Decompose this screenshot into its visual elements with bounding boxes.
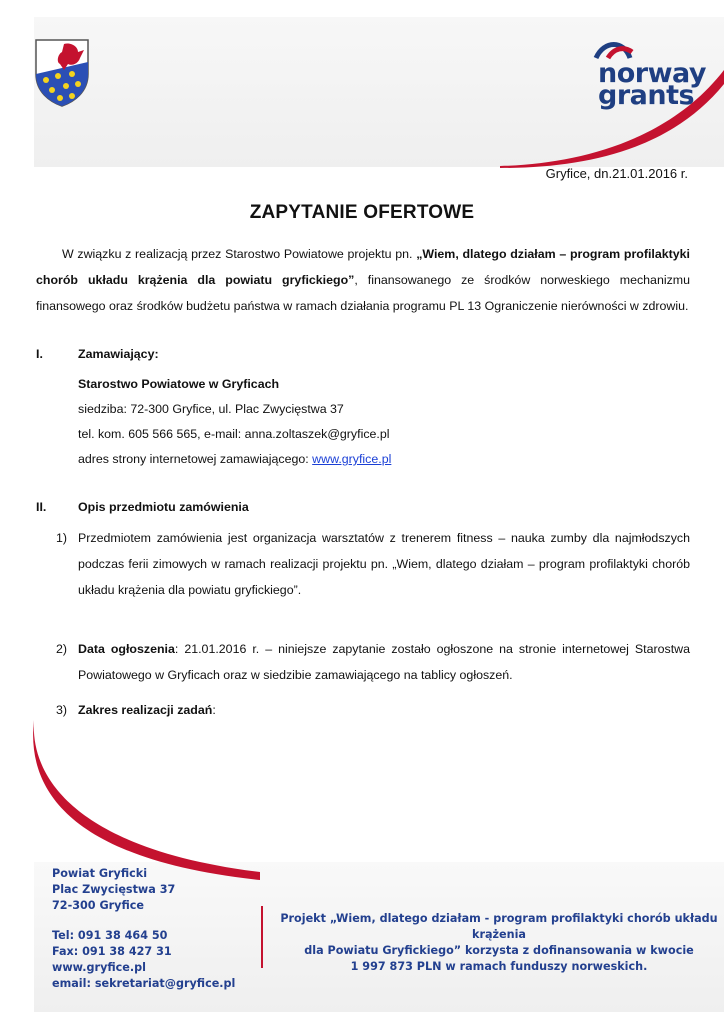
footer-email: email: sekretariat@gryfice.pl — [52, 977, 236, 990]
intro-project-name: „Wiem, dlatego działam – program profilaktyki chorób układu krążenia dla powiatu gryfickiego” — [36, 247, 690, 287]
footer-divider — [261, 906, 263, 968]
footer-fax: Fax: 091 38 427 31 — [52, 945, 172, 958]
item-2-text — [78, 636, 690, 688]
contracting-authority-name: Starostwo Powiatowe w Gryficach — [78, 377, 280, 391]
website-link[interactable]: www.gryfice.pl — [312, 452, 392, 466]
footer-address-line: Plac Zwycięstwa 37 — [52, 883, 176, 896]
item-3-number: 3) — [56, 703, 68, 717]
item-3-label: Zakres realizacji zadań — [78, 703, 213, 717]
item-3-content: : — [212, 703, 216, 717]
footer-project-line: dla Powiatu Gryfickiego” korzysta z dofinansowania w kwocie — [304, 944, 694, 957]
footer-address-line: Powiat Gryficki — [52, 867, 148, 880]
section-1-number: I. — [36, 347, 43, 361]
footer-swoosh — [0, 710, 260, 880]
footer-address-line: 72-300 Gryfice — [52, 899, 144, 912]
footer-project-line: 1 997 873 PLN w ramach funduszy norweskich. — [350, 960, 648, 973]
footer-address-block — [52, 866, 235, 992]
footer-website: www.gryfice.pl — [52, 961, 146, 974]
section-2-number: II. — [36, 500, 47, 514]
brand-line-1: norway — [598, 58, 707, 89]
coat-of-arms-icon — [34, 38, 90, 108]
section-1-title: Zamawiający: — [78, 347, 159, 361]
contracting-authority-contact: tel. kom. 605 566 565, e-mail: anna.zoltaszek@gryfice.pl — [78, 427, 390, 441]
intro-text-1: W związku z realizacją przez Starostwo Powiatowe projektu pn. — [62, 247, 417, 261]
section-2-title: Opis przedmiotu zamówienia — [78, 500, 249, 514]
item-2-label: Data ogłoszenia — [78, 642, 175, 656]
footer-project-note — [274, 911, 724, 975]
document-date: Gryfice, dn.21.01.2016 r. — [545, 166, 688, 181]
website-label: adres strony internetowej zamawiającego: — [78, 452, 313, 466]
item-2-number: 2) — [56, 642, 68, 656]
norway-grants-wordmark — [598, 58, 707, 111]
document-title: ZAPYTANIE OFERTOWE — [249, 202, 475, 223]
footer-project-line: Projekt „Wiem, dlatego działam - program profilaktyki chorób układu krążenia — [280, 912, 718, 941]
item-1-number: 1) — [56, 531, 68, 545]
item-2-content: : 21.01.2016 r. – niniejsze zapytanie zostało ogłoszone na stronie internetowej Starostwa Powiatowego w Gryficach oraz w siedzibie zamawiającego na tablicy ogłoszeń. — [78, 642, 691, 682]
intro-text-2: , finansowanego ze środków norweskiego mechanizmu finansowego oraz środków budżetu państwa w ramach działania programu PL 13 Ograniczenie nierówności w zdrowiu. — [36, 273, 690, 313]
footer-phone: Tel: 091 38 464 50 — [52, 929, 168, 942]
item-1-text: Przedmiotem zamówienia jest organizacja warsztatów z trenerem fitness – nauka zumby dla najmłodszych podczas ferii zimowych w ramach realizacji projektu pn. „Wiem, dlatego działam – program profilaktyki chorób układu krążenia dla powiatu gryfickiego”. — [78, 531, 690, 597]
brand-line-2: grants — [598, 80, 695, 111]
intro-paragraph — [36, 241, 690, 319]
contracting-authority-website — [78, 452, 391, 466]
contracting-authority-seat: siedziba: 72-300 Gryfice, ul. Plac Zwycięstwa 37 — [78, 402, 344, 416]
